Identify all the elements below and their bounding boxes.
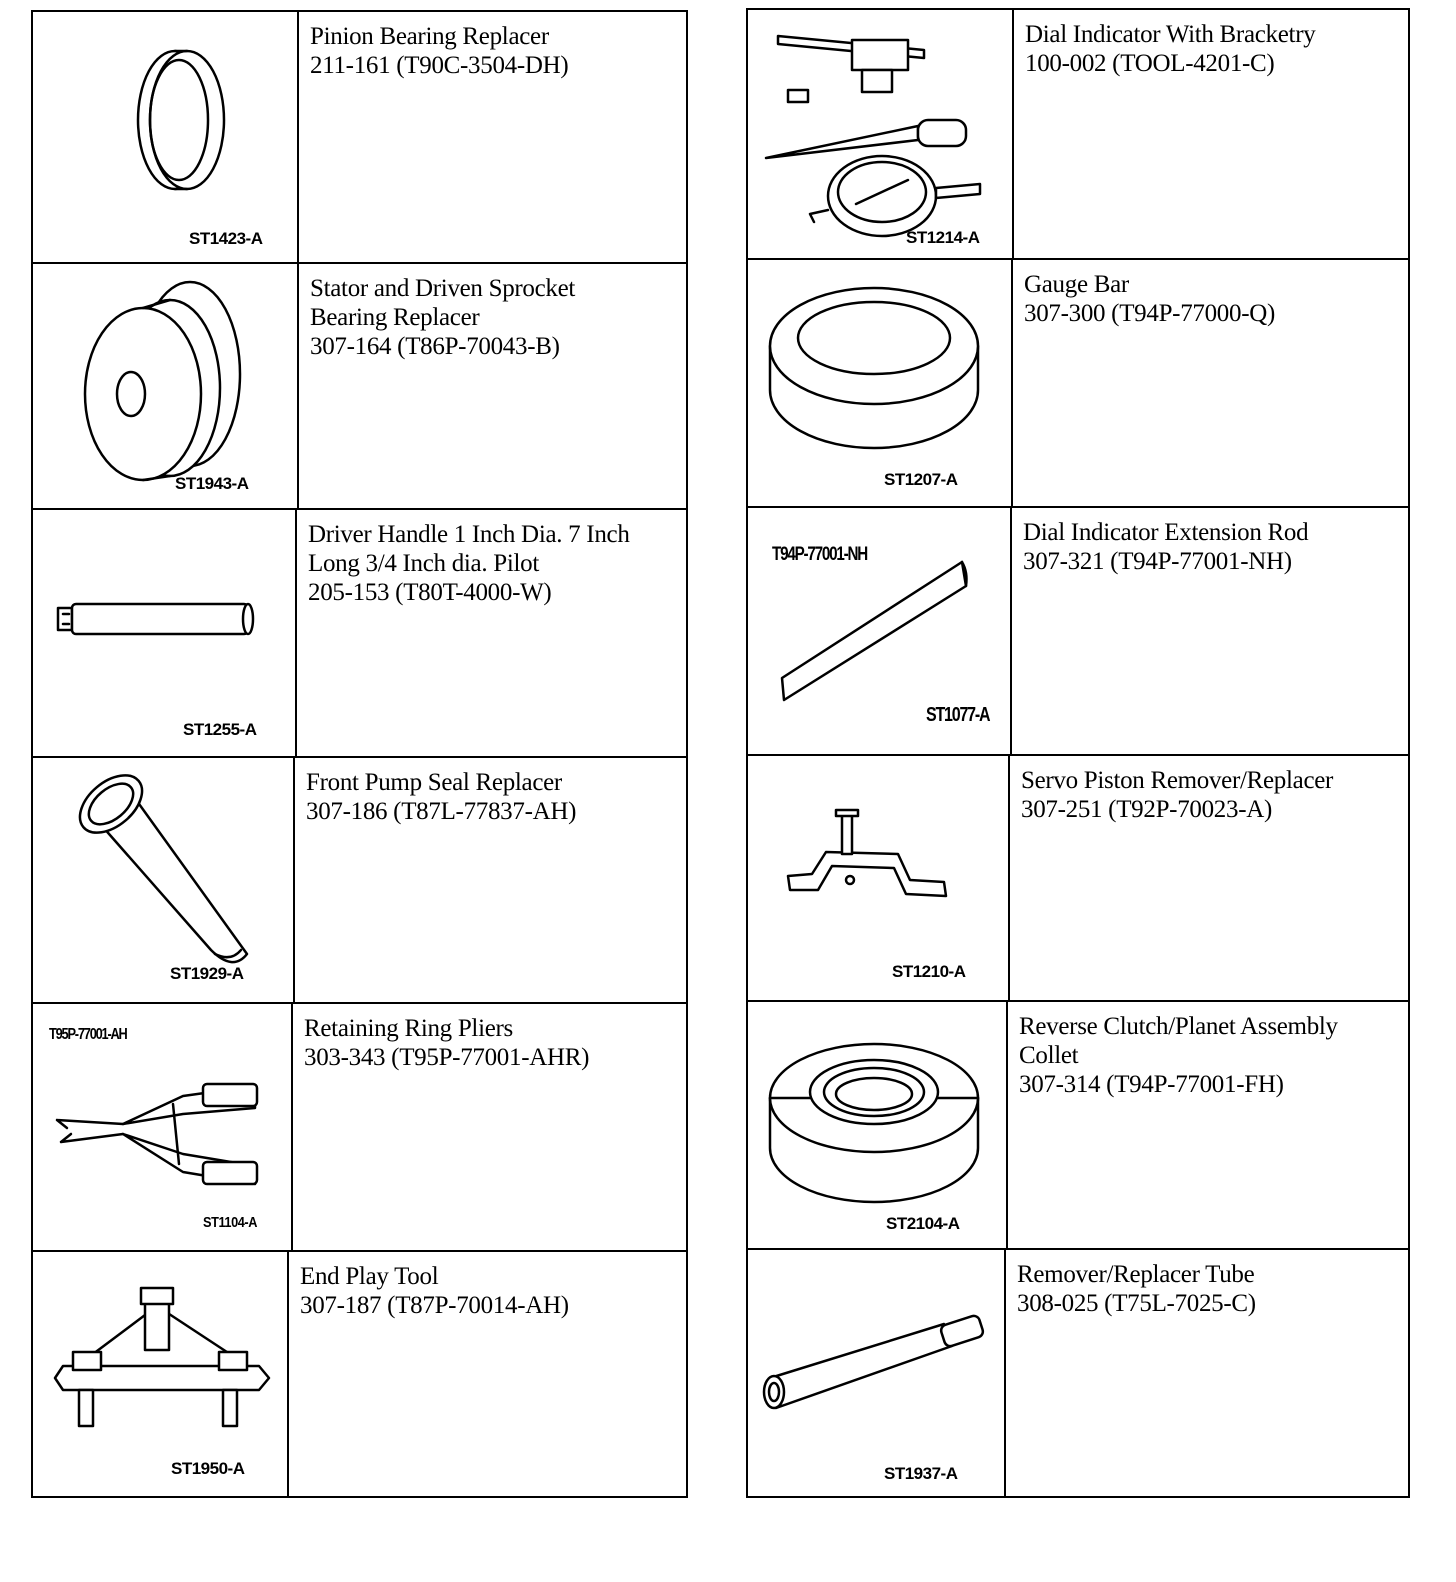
tool-number: 307-314 (T94P-77001-FH) xyxy=(1019,1071,1284,1098)
tool-number: 307-251 (T92P-70023-A) xyxy=(1021,796,1273,823)
tool-name: Servo Piston Remover/Replacer xyxy=(1021,767,1334,794)
dial-indicator-icon xyxy=(748,10,1014,258)
tool-name: Reverse Clutch/Planet Assembly xyxy=(1019,1013,1338,1040)
tool-name: Driver Handle 1 Inch Dia. 7 Inch xyxy=(308,521,630,548)
gauge-ring-icon xyxy=(748,260,1013,508)
collet-icon xyxy=(748,1002,1008,1250)
tool-image-cell xyxy=(33,1004,293,1250)
tool-description xyxy=(1008,1002,1408,1248)
tool-name: Retaining Ring Pliers xyxy=(304,1015,513,1042)
tool-name: Stator and Driven Sprocket xyxy=(310,275,576,302)
tool-description xyxy=(297,510,686,756)
tool-table-right xyxy=(746,8,1410,1498)
tool-description xyxy=(1013,260,1408,506)
figure-code: ST1077-A xyxy=(926,704,990,726)
tool-name: Pinion Bearing Replacer xyxy=(310,23,549,50)
tool-tag: T94P-77001-NH xyxy=(772,544,868,565)
figure-code: ST1104-A xyxy=(203,1214,258,1231)
seal-tube-icon xyxy=(33,758,295,1004)
tool-image-cell xyxy=(748,508,1012,754)
figure-code: ST1207-A xyxy=(884,470,958,489)
figure-code: ST1255-A xyxy=(183,720,257,739)
tool-image-cell xyxy=(748,10,1014,258)
tool-table-left xyxy=(31,10,688,1498)
tool-name: Collet xyxy=(1019,1042,1079,1069)
tool-name: Long 3/4 Inch dia. Pilot xyxy=(308,550,539,577)
tool-number: 307-186 (T87L-77837-AH) xyxy=(306,798,577,825)
tool-row xyxy=(748,506,1408,754)
tool-image-cell xyxy=(33,1252,289,1496)
triangle-plate-icon xyxy=(33,1252,289,1498)
tool-row xyxy=(748,258,1408,506)
figure-code: ST1210-A xyxy=(892,962,966,981)
tool-row xyxy=(33,12,686,262)
tool-number: 307-300 (T94P-77000-Q) xyxy=(1024,300,1276,327)
stepped-disc-icon xyxy=(33,264,299,510)
figure-code: ST2104-A xyxy=(886,1214,960,1233)
figure-code: ST1937-A xyxy=(884,1464,958,1483)
tool-description xyxy=(1006,1250,1408,1496)
tool-name: Remover/Replacer Tube xyxy=(1017,1261,1255,1288)
tool-image-cell xyxy=(33,758,295,1002)
tool-name: Bearing Replacer xyxy=(310,304,480,331)
tube-icon xyxy=(748,1250,1006,1498)
tool-description xyxy=(1010,756,1408,1000)
tool-row xyxy=(748,754,1408,1000)
bearing-ring-icon xyxy=(33,12,299,262)
figure-code: ST1950-A xyxy=(171,1459,245,1478)
tool-number: 100-002 (TOOL-4201-C) xyxy=(1025,50,1275,77)
tool-row xyxy=(33,262,686,508)
tool-name: Dial Indicator Extension Rod xyxy=(1023,519,1309,546)
tool-number: 303-343 (T95P-77001-AHR) xyxy=(304,1044,590,1071)
tool-row xyxy=(33,1002,686,1250)
figure-code: ST1943-A xyxy=(175,474,249,493)
driver-handle-icon xyxy=(33,510,297,758)
tool-row xyxy=(748,1248,1408,1496)
tool-tag: T95P-77001-AH xyxy=(49,1026,127,1043)
tool-image-cell xyxy=(748,1250,1006,1496)
tool-number: 307-321 (T94P-77001-NH) xyxy=(1023,548,1292,575)
tool-description xyxy=(299,264,686,508)
tool-image-cell xyxy=(748,260,1013,506)
figure-code: ST1423-A xyxy=(189,229,263,248)
tool-row xyxy=(748,10,1408,258)
tool-description xyxy=(293,1004,686,1250)
tool-description xyxy=(295,758,686,1002)
bracket-icon xyxy=(748,756,1010,1002)
tool-description xyxy=(299,12,686,262)
tool-number: 205-153 (T80T-4000-W) xyxy=(308,579,552,606)
tool-number: 211-161 (T90C-3504-DH) xyxy=(310,52,569,79)
tool-description xyxy=(289,1252,686,1496)
tool-row xyxy=(748,1000,1408,1248)
tool-number: 307-164 (T86P-70043-B) xyxy=(310,333,560,360)
tool-description xyxy=(1014,10,1408,258)
tool-number: 307-187 (T87P-70014-AH) xyxy=(300,1292,569,1319)
tool-name: Front Pump Seal Replacer xyxy=(306,769,562,796)
tool-image-cell xyxy=(33,264,299,508)
figure-code: ST1929-A xyxy=(170,964,244,983)
tool-number: 308-025 (T75L-7025-C) xyxy=(1017,1290,1256,1317)
tool-row xyxy=(33,756,686,1002)
tool-row xyxy=(33,1250,686,1496)
tool-name: Dial Indicator With Bracketry xyxy=(1025,21,1316,48)
tool-image-cell xyxy=(748,756,1010,1000)
figure-code: ST1214-A xyxy=(906,228,980,247)
tool-name: End Play Tool xyxy=(300,1263,439,1290)
tool-image-cell xyxy=(33,510,297,756)
tool-description xyxy=(1012,508,1408,754)
tool-image-cell xyxy=(748,1002,1008,1248)
tool-row xyxy=(33,508,686,756)
tool-image-cell xyxy=(33,12,299,262)
tool-name: Gauge Bar xyxy=(1024,271,1129,298)
